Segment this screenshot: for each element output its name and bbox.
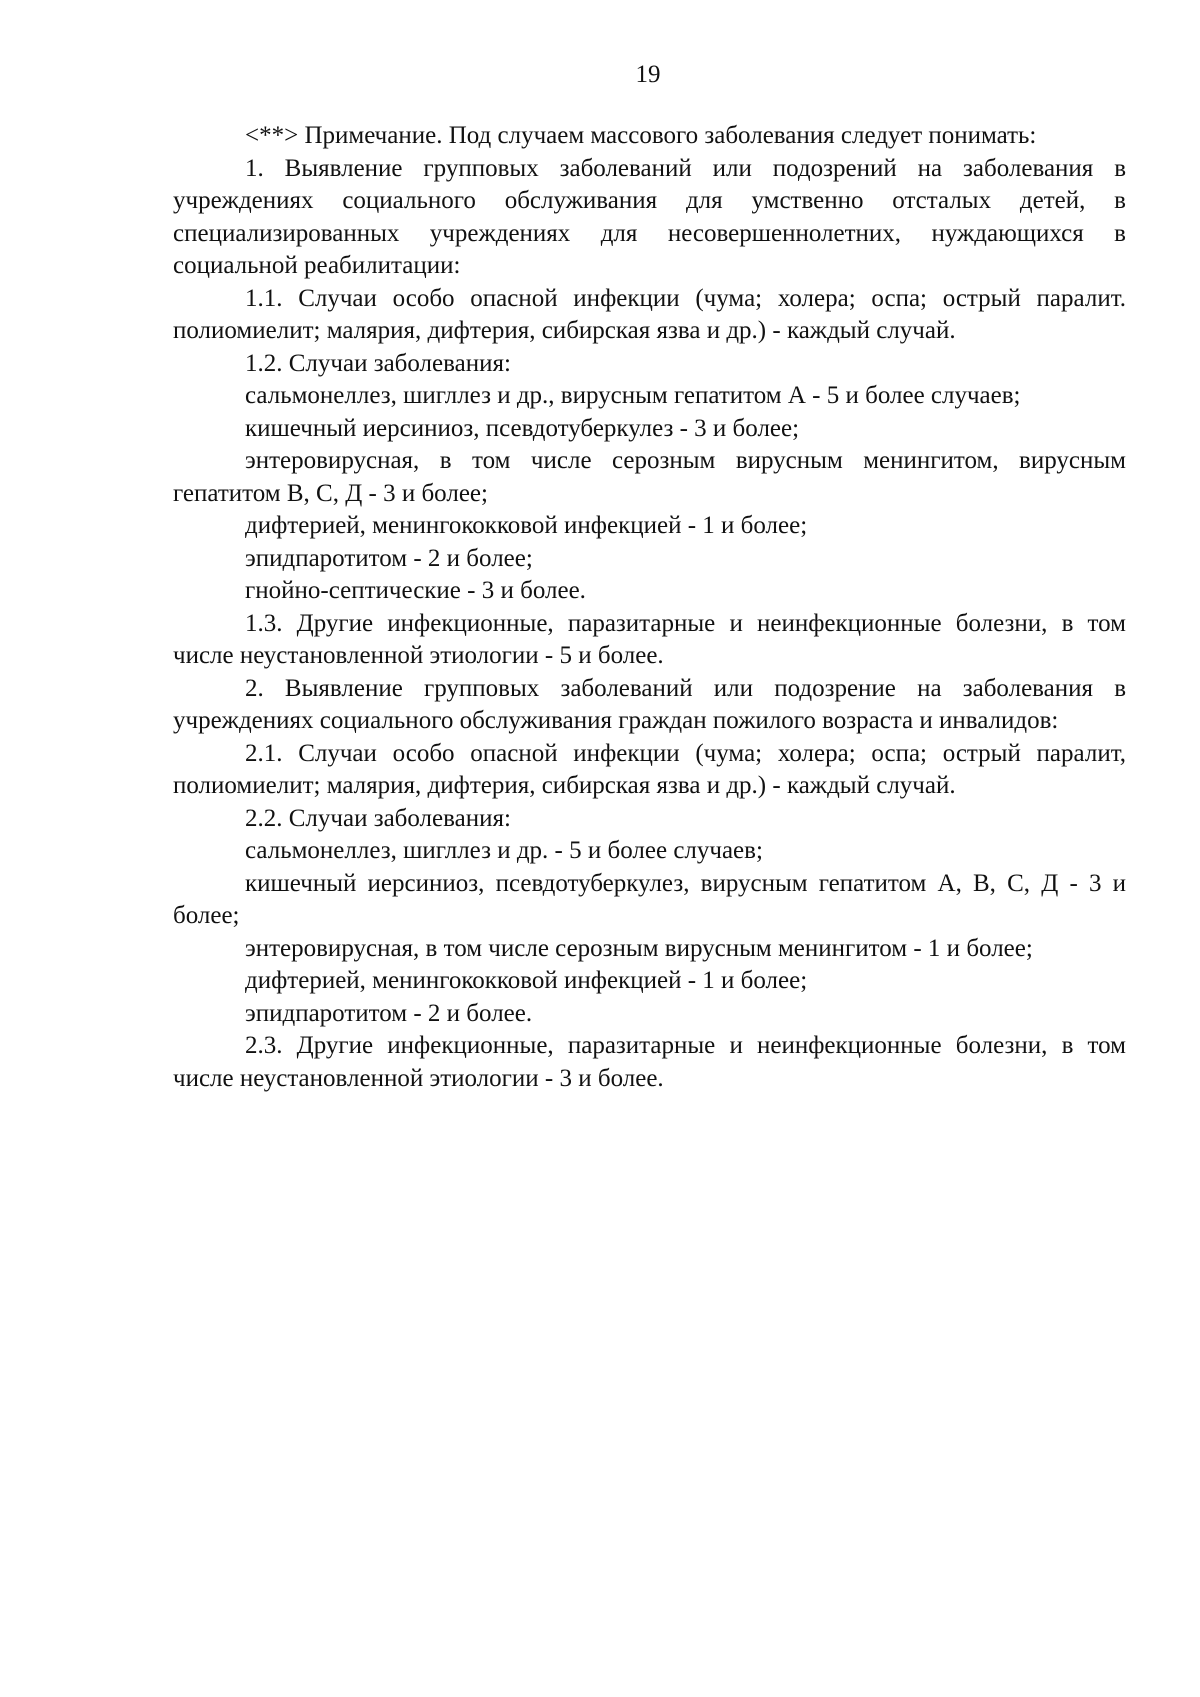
section-1-paragraph: 1. Выявление групповых заболеваний или подозрений на заболевания в учреждениях социального обслуживания для умственно отсталых детей, в специализированных учреждениях для несовершеннолетних, нуждающихся в социальной реабилитации: [173,154,1126,279]
list-item: дифтерией, менингококковой инфекцией - 1 и более; [245,512,808,539]
list-item: энтеровирусная, в том числе серозным вирусным менингитом, вирусным гепатитом В, С, Д - 3 и более; [173,447,1126,507]
section-1-2-heading: 1.2. Случаи заболевания: [245,349,511,377]
list-item: дифтерией, менингококковой инфекцией - 1 и более; [245,967,808,994]
list-item: эпидпаротитом - 2 и более; [245,544,533,572]
list-item: эпидпаротитом - 2 и более. [245,999,533,1027]
section-2-paragraph: 2. Выявление групповых заболеваний или подозрение на заболевания в учреждениях социального обслуживания граждан пожилого возраста и инвалидов: [173,674,1126,734]
list-item: кишечный иерсиниоз, псевдотуберкулез - 3 и более; [245,414,800,442]
section-1-3-paragraph: 1.3. Другие инфекционные, паразитарные и неинфекционные болезни, в том числе неустановленной этиологии - 5 и более. [173,609,1126,669]
section-2-3-paragraph: 2.3. Другие инфекционные, паразитарные и неинфекционные болезни, в том числе неустановленной этиологии - 3 и более. [173,1032,1126,1092]
list-item: энтеровирусная, в том числе серозным вирусным менингитом - 1 и более; [245,934,1033,962]
list-item: гнойно-септические - 3 и более. [245,577,586,604]
list-item: сальмонеллез, шигллез и др. - 5 и более случаев; [245,837,763,864]
page-number: 19 [635,61,661,88]
section-2-1-paragraph: 2.1. Случаи особо опасной инфекции (чума; холера; оспа; острый паралит, полиомиелит; малярия, дифтерия, сибирская язва и др.) - каждый случай. [173,739,1126,799]
list-item: кишечный иерсиниоз, псевдотуберкулез, вирусным гепатитом А, В, С, Д - 3 и более; [173,869,1126,929]
document-body [173,120,1126,1095]
list-item: сальмонеллез, шигллез и др., вирусным гепатитом А - 5 и более случаев; [245,382,1021,409]
section-1-1-paragraph: 1.1. Случаи особо опасной инфекции (чума; холера; оспа; острый паралит. полиомиелит; малярия, дифтерия, сибирская язва и др.) - каждый случай. [173,284,1126,344]
section-2-2-heading: 2.2. Случаи заболевания: [245,804,511,832]
note-intro-paragraph: <**> Примечание. Под случаем массового заболевания следует понимать: [245,122,1037,149]
